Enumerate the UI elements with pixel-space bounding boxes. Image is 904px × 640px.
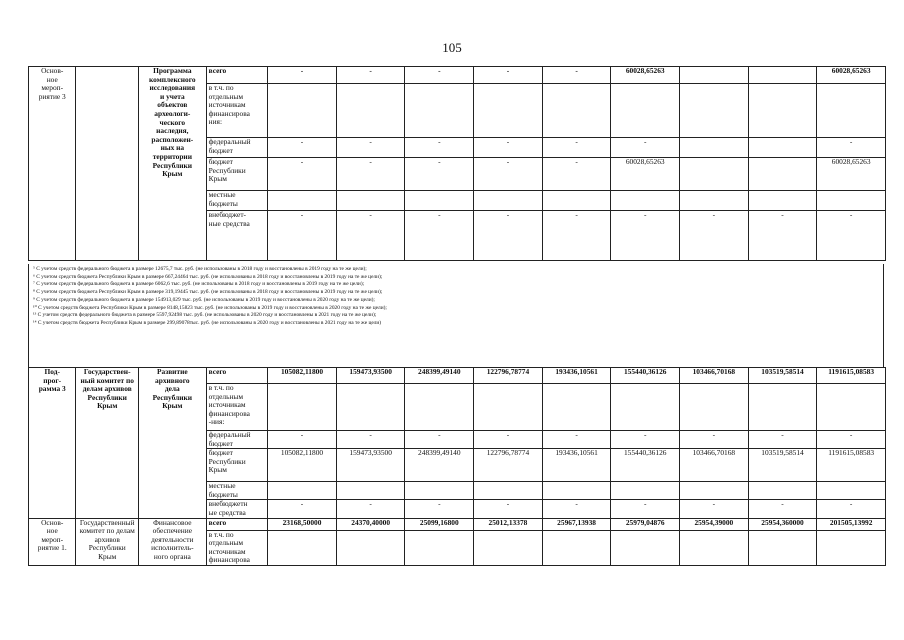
value-cell: - (542, 431, 611, 449)
value-cell: 248399,49140 (405, 368, 474, 384)
funding-source: всего (206, 518, 268, 530)
value-cell: 25012,13378 (474, 518, 543, 530)
funding-source: местные бюджеты (206, 191, 268, 211)
value-cell: - (336, 211, 405, 261)
value-cell: - (474, 158, 543, 191)
value-cell (680, 67, 749, 84)
program-name: Программа комплексного исследования и учета объектов археологи- ческого наследия, расположен- ных на территории Республики Крым (139, 67, 207, 261)
value-cell: 105082,11800 (268, 368, 337, 384)
footnote: ⁷ С учетом средств федерального бюджета в размере 6062,6 тыс. руб. (не использованы в 2018 году и восстановлены в 2019 году на те же цели); (33, 281, 365, 288)
value-cell: - (748, 431, 817, 449)
funding-source: внебюджетн ые средства (206, 500, 268, 518)
value-cell: - (611, 500, 680, 518)
value-cell: 25099,16800 (405, 518, 474, 530)
value-cell (542, 191, 611, 211)
value-cell (268, 84, 337, 138)
value-cell: 60028,65263 (611, 67, 680, 84)
value-cell: - (611, 138, 680, 158)
value-cell (748, 138, 817, 158)
value-cell (680, 191, 749, 211)
value-cell: - (542, 138, 611, 158)
value-cell: - (405, 158, 474, 191)
footnote: ¹⁴ С учетом средств бюджета Республики Крым в размере 299,89078тыс. руб. (не использованы в 2020 году и восстановлены в 2021 году на те же цели) (33, 319, 382, 326)
value-cell (680, 138, 749, 158)
value-cell: 25954,360000 (748, 518, 817, 530)
footnotes (28, 264, 884, 367)
value-cell: - (817, 500, 886, 518)
value-cell: 159473,93500 (336, 449, 405, 482)
value-cell: - (474, 67, 543, 84)
value-cell: 25967,13938 (542, 518, 611, 530)
value-cell: - (268, 158, 337, 191)
value-cell (748, 67, 817, 84)
value-cell: - (336, 500, 405, 518)
value-cell: - (268, 211, 337, 261)
value-cell (680, 530, 749, 565)
funding-source: в т.ч. по отдельным источникам финансирова -ния: (206, 384, 268, 431)
value-cell: - (336, 158, 405, 191)
program-name: Финансовое обеспечение деятельности исполнитель- ного органа (139, 518, 207, 565)
funding-source: федеральный бюджет (206, 431, 268, 449)
value-cell: - (748, 500, 817, 518)
value-cell (405, 482, 474, 500)
value-cell (748, 191, 817, 211)
value-cell (405, 84, 474, 138)
row-label: Основ- ное мероп- риятие 3 (29, 67, 76, 261)
value-cell (474, 191, 543, 211)
value-cell: 60028,65263 (611, 158, 680, 191)
value-cell (611, 530, 680, 565)
value-cell: 25954,39000 (680, 518, 749, 530)
value-cell: - (474, 211, 543, 261)
value-cell (336, 530, 405, 565)
value-cell: 193436,10561 (542, 449, 611, 482)
value-cell: 159473,93500 (336, 368, 405, 384)
value-cell (680, 158, 749, 191)
footnote: ¹⁰ С учетом средств бюджета Республики Крым в размере 8148,15823 тыс. руб. (не использованы в 2019 году и восстановлены в 2020 году на те же цели); (33, 304, 387, 311)
value-cell (748, 158, 817, 191)
program-name: Развитие архивного дела Республики Крым (139, 368, 207, 519)
funding-source: бюджет Республики Крым (206, 158, 268, 191)
value-cell: - (817, 211, 886, 261)
value-cell (405, 384, 474, 431)
value-cell: 248399,49140 (405, 449, 474, 482)
value-cell: - (405, 138, 474, 158)
value-cell (748, 530, 817, 565)
value-cell: 60028,65263 (817, 67, 886, 84)
value-cell: - (336, 431, 405, 449)
value-cell: 23168,50000 (268, 518, 337, 530)
value-cell: 1191615,08583 (817, 368, 886, 384)
value-cell: - (611, 211, 680, 261)
value-cell: - (542, 211, 611, 261)
value-cell: - (336, 67, 405, 84)
value-cell (748, 384, 817, 431)
value-cell: - (748, 211, 817, 261)
funding-source: в т.ч. по отдельным источникам финансирова (206, 530, 268, 565)
value-cell: 24370,40000 (336, 518, 405, 530)
value-cell (748, 482, 817, 500)
value-cell: - (680, 500, 749, 518)
value-cell (817, 84, 886, 138)
executor-cell: Государствен- ный комитет по делам архивов Республики Крым (76, 368, 139, 519)
funding-table-measure-3 (28, 66, 886, 261)
value-cell: - (268, 138, 337, 158)
value-cell (474, 482, 543, 500)
value-cell: - (268, 67, 337, 84)
value-cell: 122796,78774 (474, 368, 543, 384)
value-cell (611, 191, 680, 211)
value-cell: - (611, 431, 680, 449)
value-cell: - (474, 138, 543, 158)
value-cell: - (817, 138, 886, 158)
value-cell (817, 191, 886, 211)
value-cell (268, 191, 337, 211)
value-cell (268, 530, 337, 565)
value-cell: - (474, 500, 543, 518)
value-cell: - (680, 431, 749, 449)
value-cell: - (405, 431, 474, 449)
value-cell: 105082,11800 (268, 449, 337, 482)
value-cell (611, 384, 680, 431)
funding-source: всего (206, 368, 268, 384)
value-cell (817, 530, 886, 565)
table-row (29, 518, 886, 530)
page-number: 105 (442, 40, 462, 55)
footnote: ¹³ С учетом средств федерального бюджета в размере 5597,92498 тыс. руб. (не использованы в 2020 году и восстановлены в 2021 году на те же цели); (33, 312, 377, 319)
value-cell: - (817, 431, 886, 449)
value-cell (542, 84, 611, 138)
funding-source: в т.ч. по отдельным источникам финансирова ния: (206, 84, 268, 138)
value-cell (336, 84, 405, 138)
value-cell: 103519,58514 (748, 449, 817, 482)
value-cell (817, 384, 886, 431)
value-cell (611, 84, 680, 138)
value-cell (405, 530, 474, 565)
value-cell: 60028,65263 (817, 158, 886, 191)
funding-table-subprogram-3 (28, 367, 886, 566)
value-cell: 201505,13992 (817, 518, 886, 530)
value-cell (268, 482, 337, 500)
value-cell: - (474, 431, 543, 449)
value-cell (680, 84, 749, 138)
value-cell (336, 191, 405, 211)
value-cell: - (268, 500, 337, 518)
table-row (29, 67, 886, 84)
footnote: ⁸ С учетом средств бюджета Республики Крым в размере 319,19445 тыс. руб. (не использованы в 2018 году и восстановлены в 2019 году на те же цели); (33, 289, 383, 296)
value-cell (474, 530, 543, 565)
row-label: Основ- ное мероп- риятие 1. (29, 518, 76, 565)
executor-cell (76, 67, 139, 261)
footnote: ⁶ С учетом средств бюджета Республики Крым в размере 667,24464 тыс. руб. (не использованы в 2018 году и восстановлены в 2019 году на те же цели); (33, 273, 383, 280)
value-cell: - (268, 431, 337, 449)
footnote: ⁹ С учетом средств федерального бюджета в размере 154913,029 тыс. руб. (не использованы в 2019 году и восстановлены в 2020 году на те же цели); (33, 296, 375, 303)
funding-source: внебюджет- ные средства (206, 211, 268, 261)
value-cell: - (542, 500, 611, 518)
table-row (29, 368, 886, 384)
value-cell: 103466,70168 (680, 449, 749, 482)
value-cell: - (405, 67, 474, 84)
value-cell (542, 482, 611, 500)
value-cell: 1191615,08583 (817, 449, 886, 482)
value-cell: 155440,36126 (611, 368, 680, 384)
funding-source: федеральный бюджет (206, 138, 268, 158)
value-cell (336, 384, 405, 431)
footnote: ⁵ С учетом средств федерального бюджета в размере 12675,7 тыс. руб. (не использованы в 2018 году и восстановлены в 2019 году на те же цели); (33, 266, 367, 272)
value-cell: - (336, 138, 405, 158)
value-cell (336, 482, 405, 500)
executor-cell: Государственный комитет по делам архивов Республики Крым (76, 518, 139, 565)
value-cell (611, 482, 680, 500)
value-cell: - (680, 211, 749, 261)
value-cell (474, 384, 543, 431)
value-cell: - (405, 500, 474, 518)
value-cell: 25979,04876 (611, 518, 680, 530)
value-cell (680, 482, 749, 500)
value-cell: 122796,78774 (474, 449, 543, 482)
value-cell (680, 384, 749, 431)
value-cell (268, 384, 337, 431)
value-cell (405, 191, 474, 211)
funding-source: всего (206, 67, 268, 84)
value-cell (542, 530, 611, 565)
value-cell: 103466,70168 (680, 368, 749, 384)
value-cell: - (542, 158, 611, 191)
value-cell: 193436,10561 (542, 368, 611, 384)
value-cell (542, 384, 611, 431)
value-cell: - (405, 211, 474, 261)
funding-source: бюджет Республики Крым (206, 449, 268, 482)
value-cell: - (542, 67, 611, 84)
value-cell (748, 84, 817, 138)
value-cell (817, 482, 886, 500)
value-cell: 155440,36126 (611, 449, 680, 482)
row-label: Под- прог- рамма 3 (29, 368, 76, 519)
funding-source: местные бюджеты (206, 482, 268, 500)
value-cell (474, 84, 543, 138)
value-cell: 103519,58514 (748, 368, 817, 384)
